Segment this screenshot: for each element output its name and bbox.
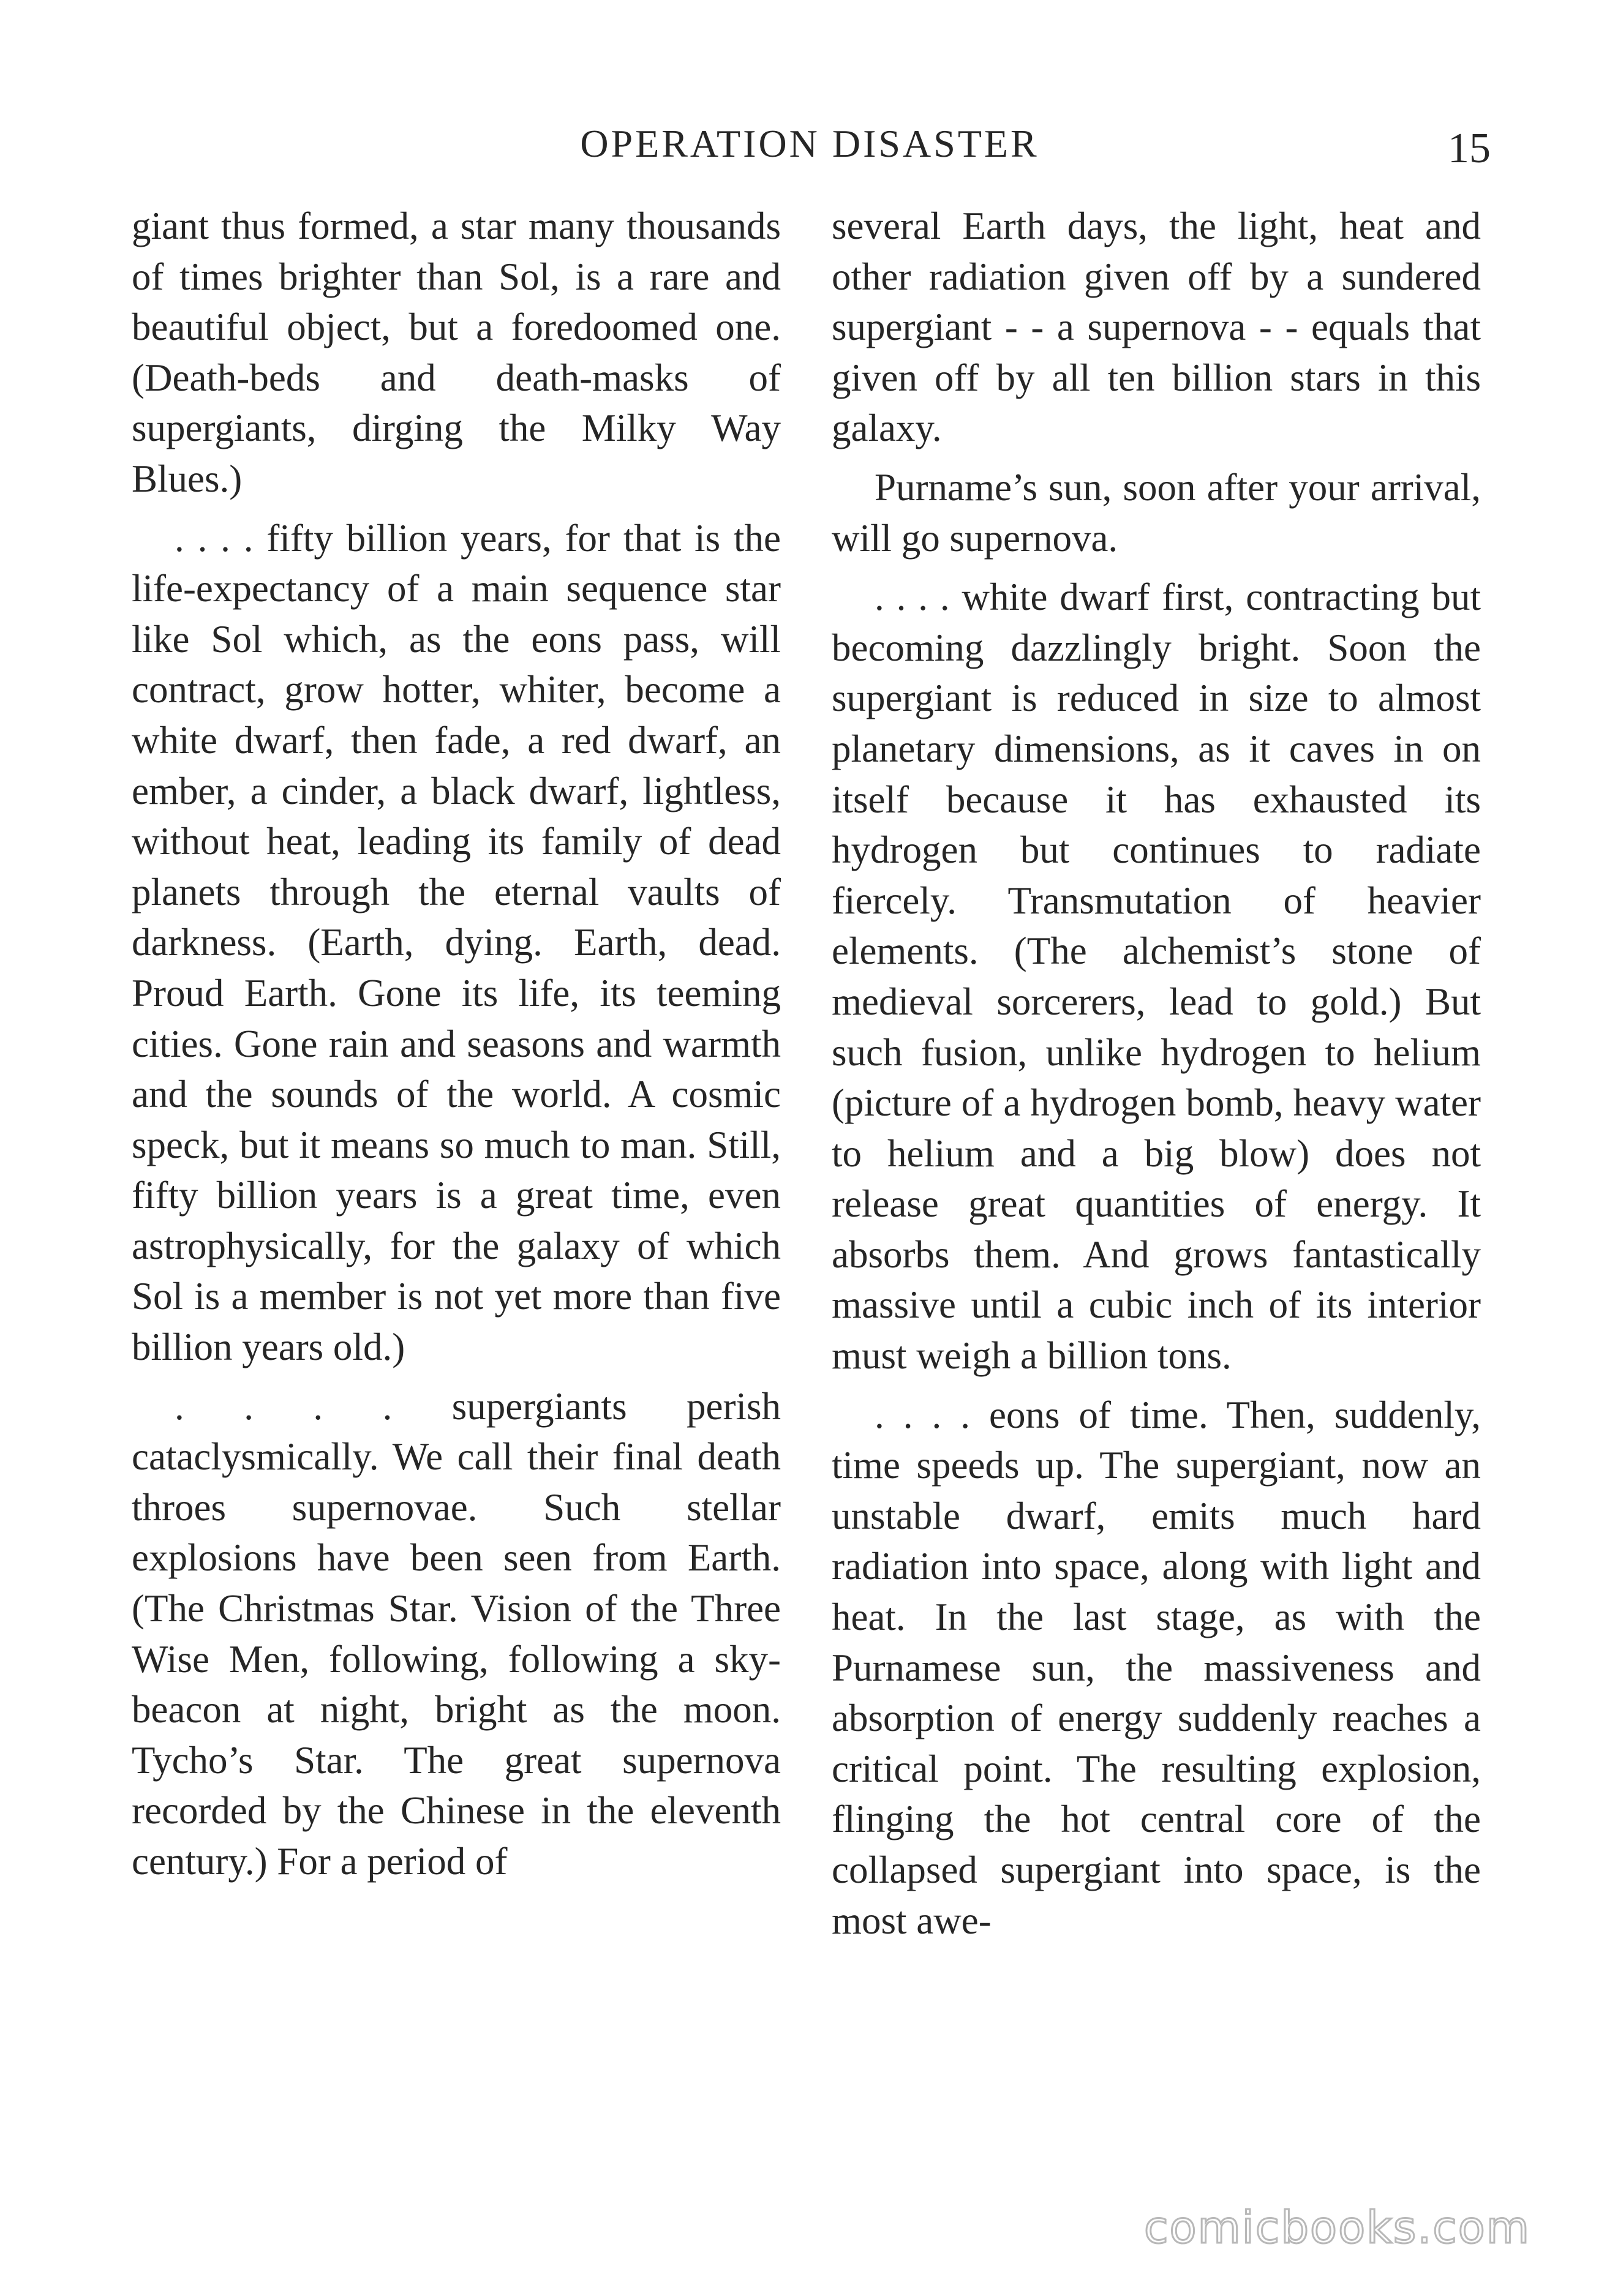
paragraph: . . . . fifty billion years, for that is the life-expectancy of a main sequence star like Sol which, as the eons pass, will contract, grow hotter, whiter, become a white dwarf, then fade, a red dwarf, an ember, a cinder, a black dwarf, lightless, without heat, leading its family of dead planets through the eternal vaults of darkness. (Earth, dying. Earth, dead. Proud Earth. Gone its life, its teeming cities. Gone rain and seasons and warmth and the sounds of the world. A cosmic speck, but it means so much to man. Still, fifty billion years is a great time, even astrophysically, for the galaxy of which Sol is a member is not yet more than five billion years old.) [132,516,781,1369]
paragraph: several Earth days, the light, heat and other radiation given off by a sundered supergiant - - a supernova - - equals that given off by all ten billion stars in this galaxy. [832,204,1481,450]
page-number: 15 [1448,125,1491,172]
running-head [129,113,1491,174]
paragraph: . . . . eons of time. Then, suddenly, time speeds up. The supergiant, now an unstable dwarf, emits much hard radiation into space, along with light and heat. In the last stage, as with the Purnamese sun, the massiveness and absorption of energy suddenly reaches a critical point. The resulting explosion, flinging the hot central core of the collapsed supergiant into space, is the most awe- [832,1393,1481,1942]
right-column [832,201,1481,1946]
paragraph: giant thus formed, a star many thousands of times brighter than Sol, is a rare and beautiful object, but a foredoomed one. (Death-beds and death-masks of supergiants, dirging the Milky Way Blues.) [132,204,781,500]
paragraph: . . . . supergiants perish cataclysmically. We call their final death throes supernovae. Such stellar explosions have been seen from Earth. (The Christmas Star. Vision of the Three Wise Men, following, following a sky-beacon at night, bright as the moon. Tycho’s Star. The great supernova recorded by the Chinese in the eleventh century.) For a period of [132,1384,781,1883]
running-title: OPERATION DISASTER [580,122,1039,165]
watermark: comicbooks.com [1143,2202,1530,2253]
paragraph: Purname’s sun, soon after your arrival, will go supernova. [832,465,1481,560]
paragraph: . . . . white dwarf first, contracting but becoming dazzlingly bright. Soon the supergiant is reduced in size to almost planetary dimensions, as it caves in on itself because it has exhausted its hydrogen but continues to radiate fiercely. Transmutation of heavier elements. (The alchemist’s stone of medieval sorcerers, lead to gold.) But such fusion, unlike hydrogen to helium (picture of a hydrogen bomb, heavy water to helium and a big blow) does not release great quantities of energy. It absorbs them. And grows fantastically massive until a cubic inch of its interior must weigh a billion tons. [832,576,1481,1378]
left-column [132,201,781,1887]
